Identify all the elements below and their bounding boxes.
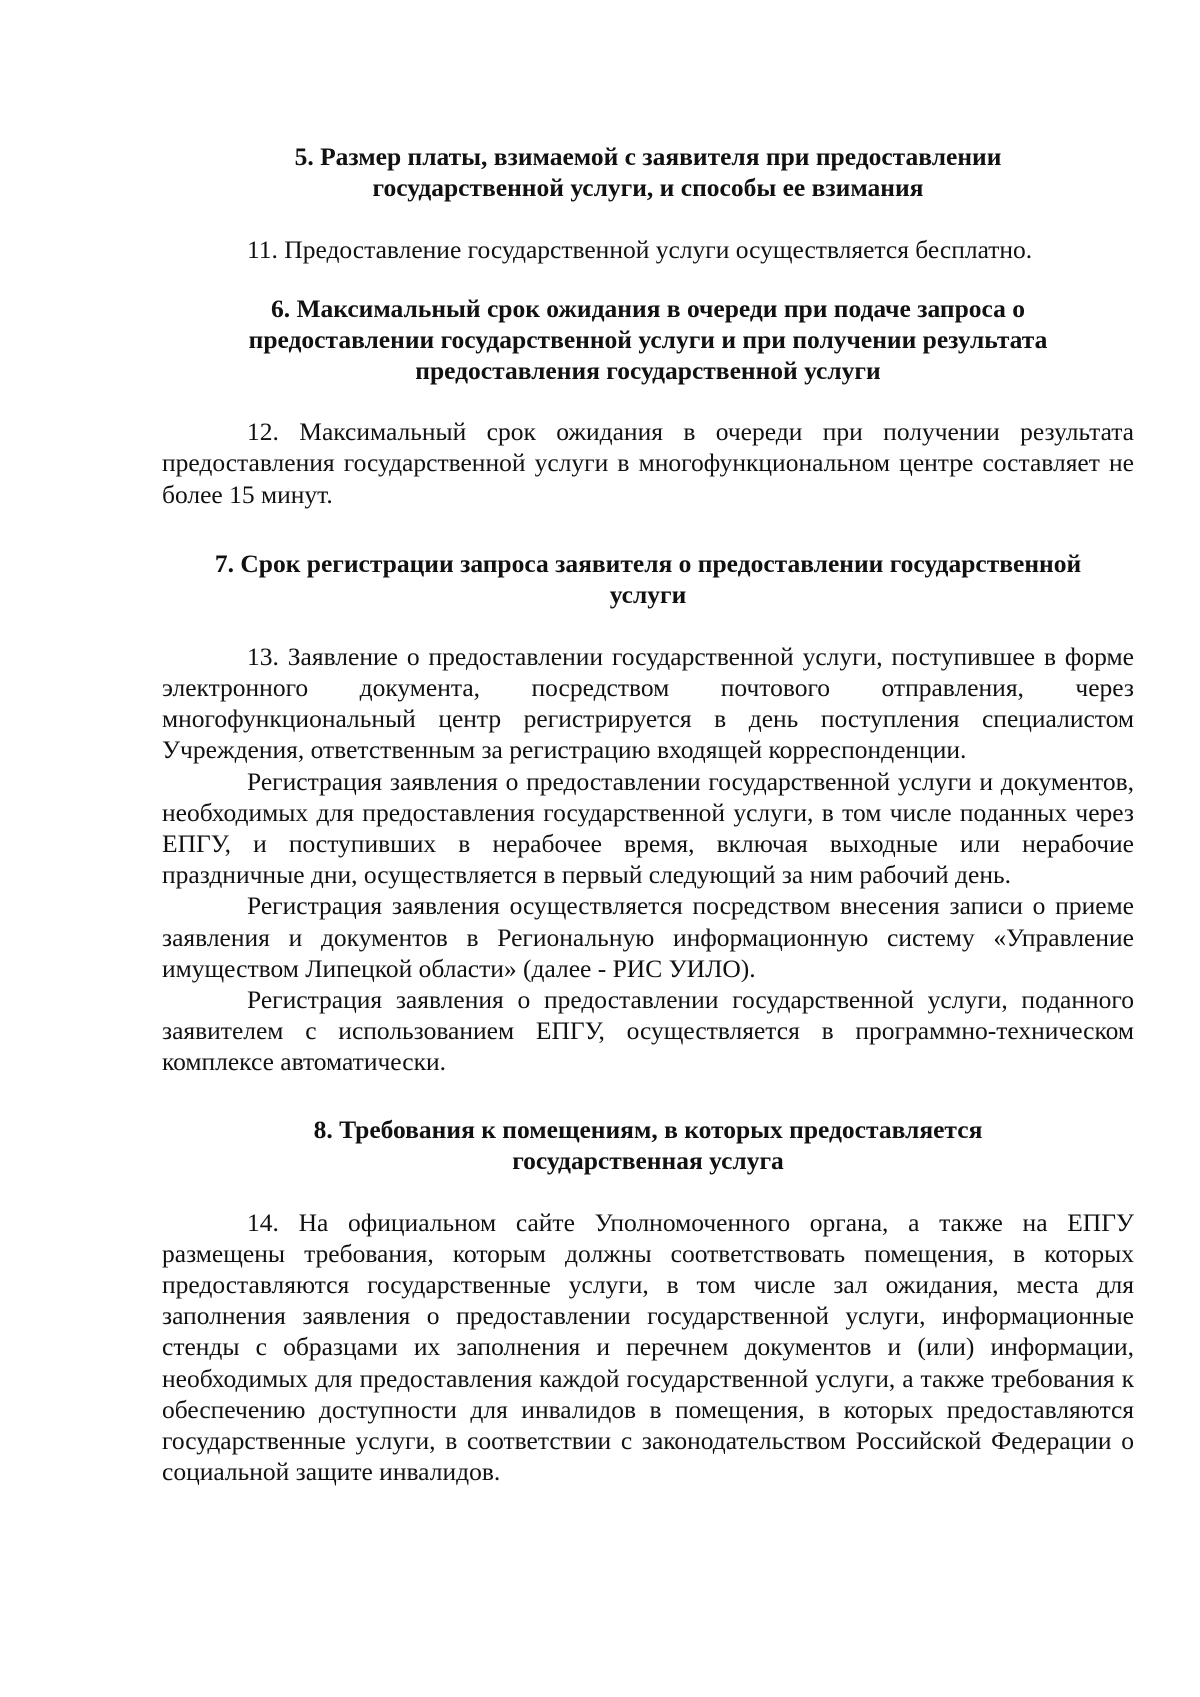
- heading-line: 8. Требования к помещениям, в которых предоставляется: [313, 1114, 983, 1144]
- heading-line: предоставлении государственной услуги и при получении результата: [248, 325, 1048, 355]
- heading-line: 5. Размер платы, взимаемой с заявителя при предоставлении: [294, 142, 1002, 171]
- document-body: [162, 141, 1134, 1487]
- heading-line: государственная услуга: [512, 1145, 784, 1175]
- heading-line: услуги: [609, 579, 687, 609]
- paragraph-12: 12. Максимальный срок ожидания в очереди при получении результата предоставления государственной услуги в многофункциональном центре составляет не более 15 минут.: [162, 417, 1134, 509]
- heading-line: предоставления государственной услуги: [415, 356, 881, 386]
- section-8-heading: [162, 1114, 1134, 1176]
- section-5-heading: [162, 141, 1134, 203]
- heading-line: государственной услуги, и способы ее взимания: [372, 173, 924, 202]
- section-7-heading: [162, 548, 1134, 610]
- heading-line: 7. Срок регистрации запроса заявителя о предоставлении государственной: [214, 548, 1082, 578]
- heading-line: 6. Максимальный срок ожидания в очереди при подаче запроса о: [270, 294, 1026, 324]
- paragraph-13-registration: Регистрация заявления о предоставлении государственной услуги и документов, необходимых для предоставления государственной услуги, в том числе поданных через ЕПГУ, и поступивших в нерабочее время, включая выходные или нерабочие праздничные дни, осуществляется в первый следующий за ним рабочий день.: [162, 766, 1134, 890]
- paragraph-13-record: Регистрация заявления осуществляется посредством внесения записи о приеме заявления и документов в Региональную информационную систему «Управление имуществом Липецкой области» (далее - РИС УИЛО).: [162, 891, 1134, 983]
- paragraph-13-epgu: Регистрация заявления о предоставлении государственной услуги, поданного заявителем с использованием ЕПГУ, осуществляется в программно-техническом комплексе автоматически.: [162, 985, 1134, 1077]
- paragraph-13: 13. Заявление о предоставлении государственной услуги, поступившее в форме электронного документа, посредством почтового отправления, через многофункциональный центр регистрируется в день поступления специалистом Учреждения, ответственным за регистрацию входящей корреспонденции.: [162, 641, 1134, 765]
- paragraph-14: 14. На официальном сайте Уполномоченного органа, а также на ЕПГУ размещены требования, которым должны соответствовать помещения, в которых предоставляются государственные услуги, в том числе зал ожидания, места для заполнения заявления о предоставлении государственной услуги, информационные стенды с образцами их заполнения и перечнем документов и (или) информации, необходимых для предоставления каждой государственной услуги, а также требования к обеспечению доступности для инвалидов в помещения, в которых предоставляются государственные услуги, в соответствии с законодательством Российской Федерации о социальной защите инвалидов.: [162, 1207, 1134, 1487]
- section-6-heading: [162, 293, 1134, 386]
- paragraph-11: 11. Предоставление государственной услуги осуществляется бесплатно.: [247, 235, 1033, 264]
